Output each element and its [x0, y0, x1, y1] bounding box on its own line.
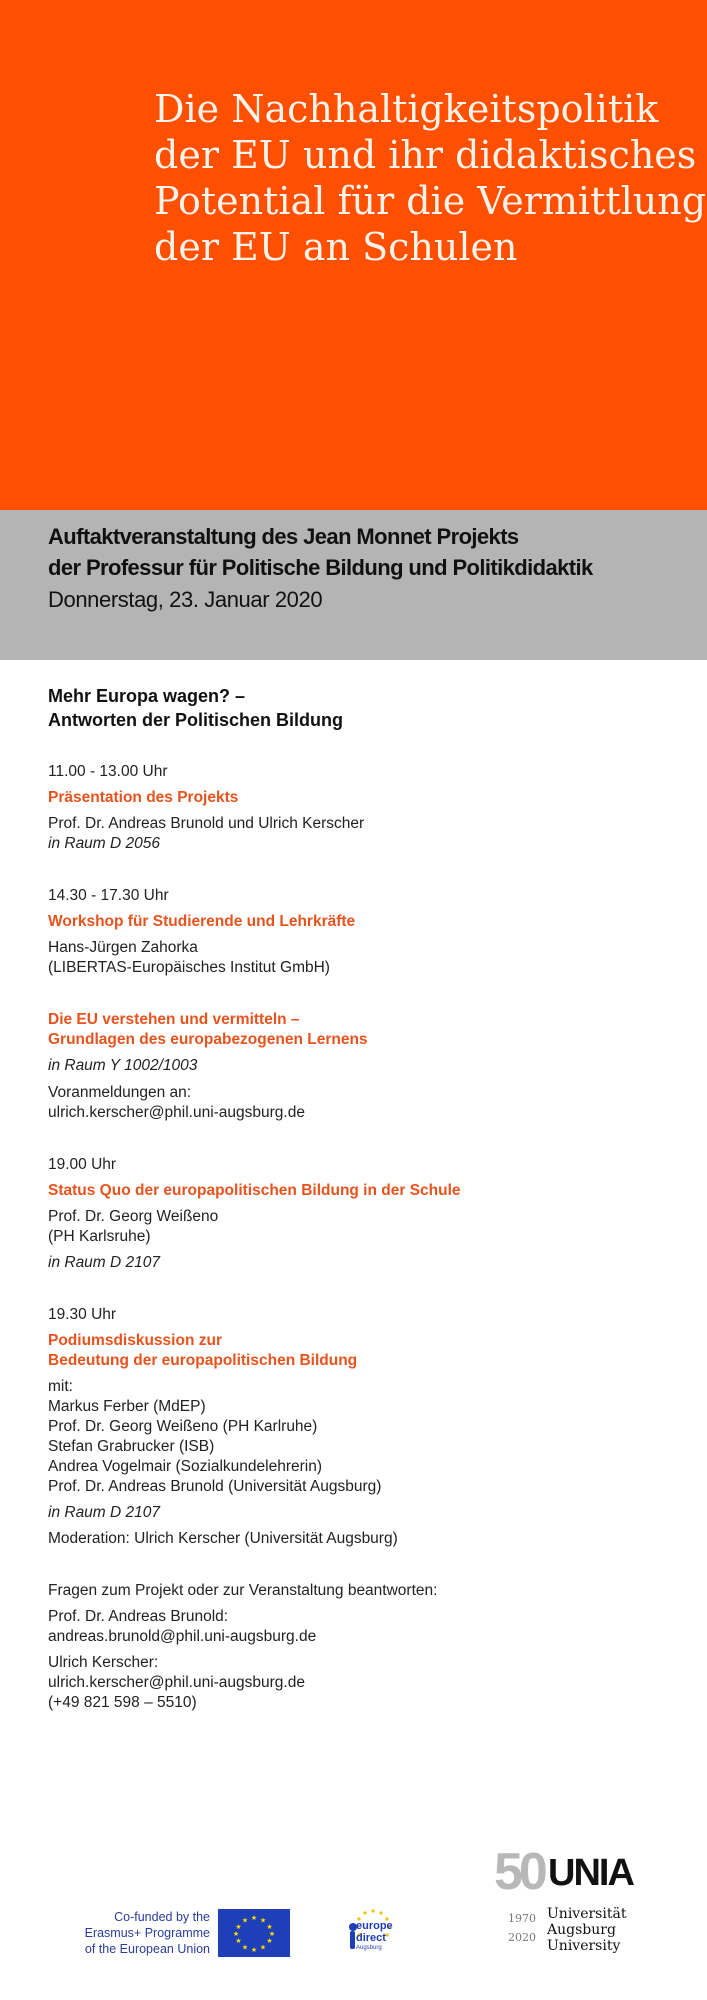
poster-title — [154, 86, 707, 270]
eu-funding-text — [70, 1909, 210, 1957]
program-title: Präsentation des Projekts — [48, 789, 239, 806]
program-speaker-affiliation: (LIBERTAS-Europäisches Institut GmbH) — [48, 959, 330, 976]
panelist: Markus Ferber (MdEP) — [48, 1398, 206, 1415]
intro-heading-line-1: Mehr Europa wagen? – — [48, 686, 246, 706]
program-speaker-affiliation: (PH Karlsruhe) — [48, 1228, 151, 1245]
program-time: 19.00 Uhr — [48, 1156, 117, 1173]
svg-text:★: ★ — [266, 1937, 273, 1945]
uni-name-line: Augsburg — [547, 1922, 616, 1938]
svg-text:★: ★ — [259, 1916, 267, 1925]
uni-name-line: University — [547, 1938, 621, 1954]
svg-text:★: ★ — [259, 1943, 267, 1952]
svg-text:★: ★ — [268, 1930, 276, 1938]
program-room: in Raum D 2107 — [48, 1504, 161, 1521]
title-line: der EU und ihr didaktisches — [154, 133, 697, 177]
panelist: Prof. Dr. Georg Weißeno (PH Karlruhe) — [48, 1418, 318, 1435]
contact-heading: Fragen zum Projekt oder zur Veranstaltung beantworten: — [48, 1582, 438, 1599]
uni-year-end: 2020 — [508, 1931, 536, 1944]
uni-year-start: 1970 — [508, 1912, 536, 1925]
eu-flag-icon — [218, 1909, 290, 1957]
title-line: Potential für die Vermittlung — [154, 179, 707, 223]
title-line: Die Nachhaltigkeitspolitik — [154, 87, 659, 131]
registration-email: ulrich.kerscher@phil.uni-augsburg.de — [48, 1104, 305, 1121]
contact-email: ulrich.kerscher@phil.uni-augsburg.de — [48, 1674, 305, 1691]
europe-direct-city: Augsburg — [356, 1945, 382, 1951]
svg-text:★: ★ — [235, 1923, 242, 1931]
svg-text:★: ★ — [235, 1937, 242, 1945]
program-room: in Raum D 2056 — [48, 835, 161, 852]
svg-text:★: ★ — [266, 1923, 273, 1931]
svg-text:★: ★ — [250, 1946, 258, 1954]
event-title-line-1: Auftaktveranstaltung des Jean Monnet Projekts — [48, 524, 519, 549]
event-date: Donnerstag, 23. Januar 2020 — [48, 587, 323, 612]
program-time: 11.00 - 13.00 Uhr — [48, 763, 168, 780]
contact-phone: (+49 821 598 – 5510) — [48, 1694, 197, 1711]
svg-text:★: ★ — [241, 1916, 249, 1925]
program-speaker: Prof. Dr. Georg Weißeno — [48, 1208, 219, 1225]
moderation: Moderation: Ulrich Kerscher (Universität Augsburg) — [48, 1530, 398, 1547]
program-title: Grundlagen des europabezogenen Lernens — [48, 1031, 368, 1048]
eu-funding-line: Erasmus+ Programme — [84, 1926, 210, 1940]
contact-name: Prof. Dr. Andreas Brunold: — [48, 1608, 229, 1625]
panelist: Andrea Vogelmair (Sozialkundelehrerin) — [48, 1458, 322, 1475]
program-room: in Raum Y 1002/1003 — [48, 1057, 198, 1074]
panel-with-label: mit: — [48, 1378, 73, 1395]
uni-jubilee-number: 50 — [494, 1843, 544, 1901]
registration-label: Voranmeldungen an: — [48, 1084, 192, 1101]
uni-name-line: Universität — [547, 1906, 627, 1922]
program-time: 19.30 Uhr — [48, 1306, 117, 1323]
intro-heading-line-2: Antworten der Politischen Bildung — [48, 710, 344, 730]
program-title: Status Quo der europapolitischen Bildung in der Schule — [48, 1182, 461, 1199]
program-title: Workshop für Studierende und Lehrkräfte — [48, 913, 356, 930]
title-line: der EU an Schulen — [154, 225, 518, 269]
panelist: Prof. Dr. Andreas Brunold (Universität Augsburg) — [48, 1478, 382, 1495]
europe-direct-word: europe — [356, 1920, 393, 1932]
contact-name: Ulrich Kerscher: — [48, 1654, 159, 1671]
svg-text:★: ★ — [250, 1914, 258, 1922]
uni-wordmark: UNIA — [548, 1852, 633, 1894]
eu-funding-line: Co-funded by the — [114, 1910, 210, 1924]
program-title: Bedeutung der europapolitischen Bildung — [48, 1352, 358, 1369]
svg-text:★: ★ — [241, 1943, 249, 1952]
program-title: Die EU verstehen und vermitteln – — [48, 1011, 300, 1028]
program-title: Podiumsdiskussion zur — [48, 1332, 222, 1349]
svg-text:★: ★ — [232, 1930, 240, 1938]
program-speaker: Hans-Jürgen Zahorka — [48, 939, 198, 956]
contact-email: andreas.brunold@phil.uni-augsburg.de — [48, 1628, 317, 1645]
program-room: in Raum D 2107 — [48, 1254, 161, 1271]
program-time: 14.30 - 17.30 Uhr — [48, 887, 169, 904]
event-title-line-2: der Professur für Politische Bildung und Politikdidaktik — [48, 555, 593, 580]
eu-funding-line: of the European Union — [84, 1942, 210, 1956]
europe-direct-word: direct — [356, 1932, 386, 1944]
program-speaker: Prof. Dr. Andreas Brunold und Ulrich Kerscher — [48, 815, 365, 832]
panelist: Stefan Grabrucker (ISB) — [48, 1438, 215, 1455]
